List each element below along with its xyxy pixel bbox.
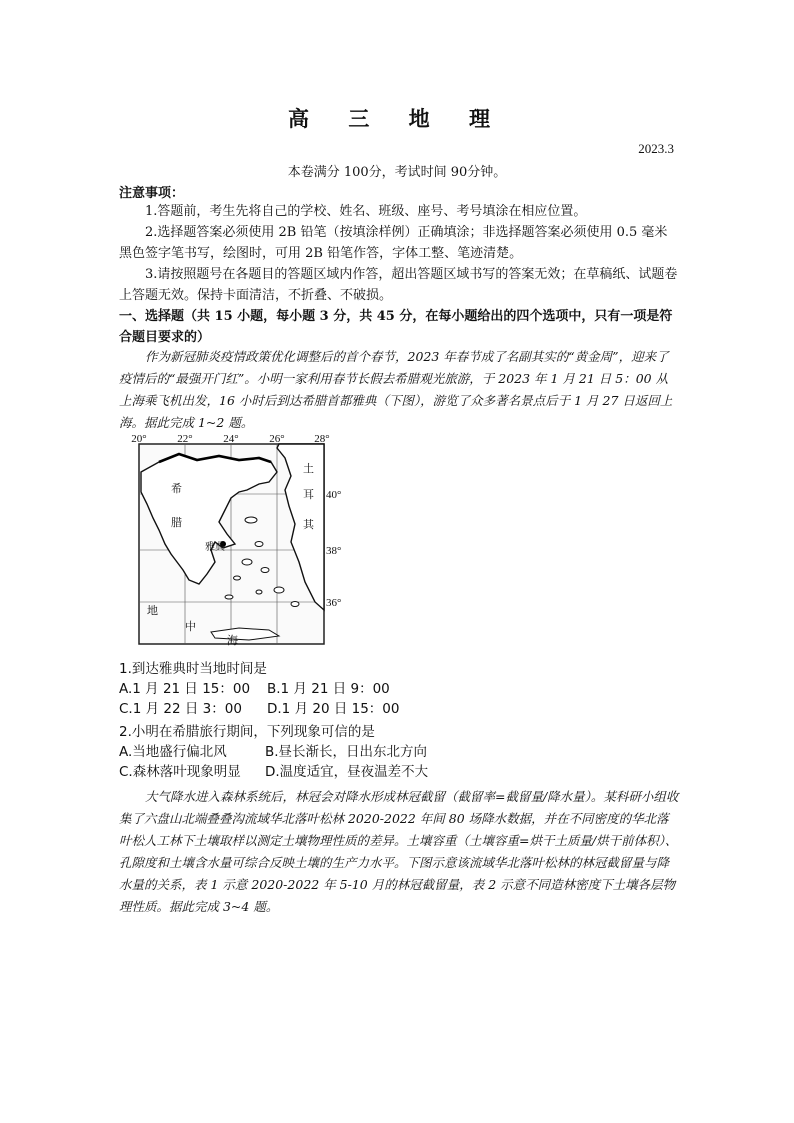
question-2-stem: 2.小明在希腊旅行期间，下列现象可信的是	[119, 724, 375, 740]
lon-label: 24°	[223, 433, 239, 445]
exam-title: 高 三 地 理	[288, 106, 506, 131]
lat-label: 38°	[326, 545, 342, 557]
turkey-label: 土	[303, 462, 314, 475]
exam-info: 本卷满分 100分，考试时间 90分钟。	[287, 165, 507, 180]
question-1-stem: 1.到达雅典时当地时间是	[119, 661, 267, 677]
lon-label: 22°	[177, 433, 193, 445]
question-1	[119, 659, 399, 719]
lon-label: 26°	[269, 433, 285, 445]
greece-map	[119, 432, 364, 654]
lat-label: 40°	[326, 489, 342, 501]
question-2-option-a[interactable]: A.当地盛行偏北风	[119, 744, 227, 760]
notice-title: 注意事项：	[119, 186, 185, 201]
passage-2: 大气降水进入森林系统后，林冠会对降水形成林冠截留（截留率=截留量/降水量）。某科研小组收集了六盘山北端叠叠沟流域华北落叶松林 2020-2022 年间 80 场降水数据，并在不同密度的华北落叶松人工林下土壤取样以测定土壤物理性质的差异。土壤容重（土壤容重=烘干土质量/烘干前体积）、孔隙度和土壤含水量可综合反映土壤的生产力水平。下图示意该流域华北落叶松林的林冠截留量与降水量的关系，表 1 示意 2020-2022 年 5-10 月的林冠截留量，表 2 示意不同造林密度下土壤各层物理性质。据此完成 3~4 题。	[119, 789, 679, 914]
question-2-option-c[interactable]: C.森林落叶现象明显	[119, 764, 241, 780]
lon-label: 20°	[131, 433, 147, 445]
turkey-label: 其	[303, 518, 314, 531]
notice-item-1: 1.答题前，考生先将自己的学校、姓名、班级、座号、考号填涂在相应位置。	[145, 204, 587, 219]
greece-label: 希	[171, 482, 182, 495]
sea-label: 中	[185, 620, 196, 633]
question-1-option-d[interactable]: D.1 月 20 日 15：00	[267, 701, 400, 717]
question-1-option-a[interactable]: A.1 月 21 日 15：00	[119, 681, 251, 697]
notice-item-2: 2.选择题答案必须使用 2B 铅笔（按填涂样例）正确填涂；非选择题答案必须使用 0.5 毫米黑色签字笔书写，绘图时，可用 2B 铅笔作答，字体工整、笔迹清楚。	[119, 225, 668, 261]
exam-date: 2023.3	[638, 141, 674, 156]
question-2	[119, 722, 428, 782]
sea-label: 地	[147, 604, 158, 617]
question-1-option-b[interactable]: B.1 月 21 日 9：00	[267, 681, 390, 697]
sea-label: 海	[227, 634, 238, 647]
question-2-option-d[interactable]: D.温度适宜，昼夜温差不大	[265, 764, 429, 780]
passage-1: 作为新冠肺炎疫情政策优化调整后的首个春节，2023 年春节成了名副其实的“黄金周”，迎来了疫情后的“最强开门红”。小明一家利用春节长假去希腊观光旅游，于 2023 年 1 月 21 日 5：00 从上海乘飞机出发，16 小时后到达希腊首都雅典（下图），游览了众多著名景点后于 1 月 27 日返回上海。据此完成 1~2 题。	[119, 349, 673, 430]
section-heading: 一、选择题（共 15 小题，每小题 3 分，共 45 分，在每小题给出的四个选项中，只有一项是符合题目要求的）	[119, 309, 673, 345]
athens-label: 雅典	[205, 542, 225, 553]
greece-label: 腊	[171, 516, 182, 529]
notice-item-3: 3.请按照题号在各题目的答题区域内作答，超出答题区域书写的答案无效；在草稿纸、试题卷上答题无效。保持卡面清洁，不折叠、不破损。	[119, 267, 678, 303]
question-1-option-c[interactable]: C.1 月 22 日 3：00	[119, 701, 242, 717]
lon-label: 28°	[314, 433, 330, 445]
question-2-option-b[interactable]: B.昼长渐长，日出东北方向	[265, 744, 428, 760]
lat-label: 36°	[326, 597, 342, 609]
turkey-label: 耳	[303, 488, 314, 501]
